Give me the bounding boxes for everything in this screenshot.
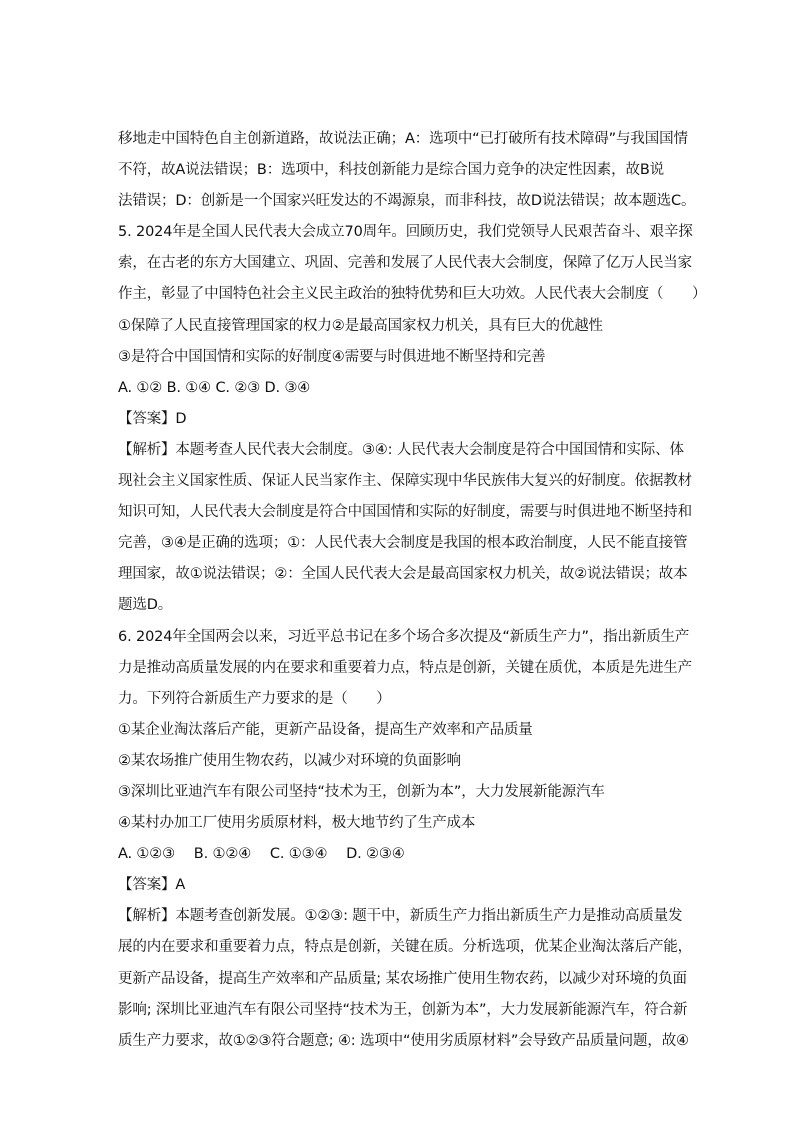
question-5-statements: ③是符合中国国情和实际的好制度④需要与时俱进地不断坚持和完善 (118, 348, 546, 365)
text-line: 题选D。 (118, 597, 173, 614)
question-5-analysis: 【解析】本题考查人民代表大会制度。③④: 人民代表大会制度是符合中国国情和实际、体 (118, 441, 684, 458)
question-5-stem: 5. 2024年是全国人民代表大会成立70周年。回顾历史，我们党领导人民艰苦奋斗、艰辛探 (118, 224, 693, 241)
question-5-options: A. ①② B. ①④ C. ②③ D. ③④ (118, 379, 311, 396)
question-6-stem: 6. 2024年全国两会以来，习近平总书记在多个场合多次提及“新质生产力”，指出新质生产 (118, 628, 690, 645)
text-line: 知识可知，人民代表大会制度是符合中国国情和实际的好制度，需要与时俱进地不断坚持和 (118, 504, 692, 521)
text-line: 影响; 深圳比亚迪汽车有限公司坚持“技术为王，创新为本”，大力发展新能源汽车，符合新 (118, 1001, 688, 1018)
question-6-statements: ④某村办加工厂使用劣质原材料，极大地节约了生产成本 (118, 815, 476, 832)
text-line: 法错误；D：创新是一个国家兴旺发达的不竭源泉，而非科技，故D说法错误；故本题选C。 (118, 193, 696, 210)
question-6-options: A. ①②③ B. ①②④ C. ①③④ D. ②③④ (118, 846, 405, 863)
text-line: 更新产品设备，提高生产效率和产品质量; 某农场推广使用生物农药，以减少对环境的负面 (118, 970, 687, 987)
question-6-analysis: 【解析】本题考查创新发展。①②③: 题干中，新质生产力指出新质生产力是推动高质量发 (118, 908, 683, 925)
text-line: 展的内在要求和重要着力点，特点是创新，关键在质。分析选项，优某企业淘汰落后产能， (118, 939, 692, 956)
question-6-statements: ②某农场推广使用生物农药，以减少对环境的负面影响 (118, 752, 461, 769)
text-line: 移地走中国特色自主创新道路，故说法正确；A：选项中“已打破所有技术障碍”与我国国情 (118, 131, 688, 147)
text-line: 完善，③④是正确的选项；①：人民代表大会制度是我国的根本政治制度，人民不能直接管 (118, 535, 688, 552)
document-page (118, 124, 707, 1057)
text-line: 作主，彰显了中国特色社会主义民主政治的独特优势和巨大功效。人民代表大会制度（ ） (118, 286, 707, 303)
text-line: 理国家，故①说法错误；②：全国人民代表大会是最高国家权力机关，故②说法错误；故本 (118, 566, 688, 583)
question-5-answer: 【答案】D (118, 410, 187, 427)
question-6-statements: ①某企业淘汰落后产能，更新产品设备，提高生产效率和产品质量 (118, 721, 533, 738)
question-6-statements: ③深圳比亚迪汽车有限公司坚持“技术为王，创新为本”，大力发展新能源汽车 (118, 783, 605, 800)
text-line: 索，在古老的东方大国建立、巩固、完善和发展了人民代表大会制度，保障了亿万人民当家 (118, 255, 692, 272)
text-line: 现社会主义国家性质、保证人民当家作主、保障实现中华民族伟大复兴的好制度。依据教材 (118, 473, 692, 490)
text-line: 质生产力要求，故①②③符合题意; ④: 选项中“使用劣质原材料”会导致产品质量问题，故④ (118, 1032, 689, 1049)
text-line: 力是推动高质量发展的内在要求和重要着力点，特点是创新，关键在质优，本质是先进生产 (118, 659, 692, 676)
question-6-answer: 【答案】A (118, 877, 186, 894)
text-line: 力。下列符合新质生产力要求的是（ ） (118, 690, 391, 707)
text-line: 不符，故A说法错误；B：选项中，科技创新能力是综合国力竞争的决定性因素，故B说 (118, 162, 664, 179)
question-5-statements: ①保障了人民直接管理国家的权力②是最高国家权力机关，具有巨大的优越性 (118, 317, 603, 334)
